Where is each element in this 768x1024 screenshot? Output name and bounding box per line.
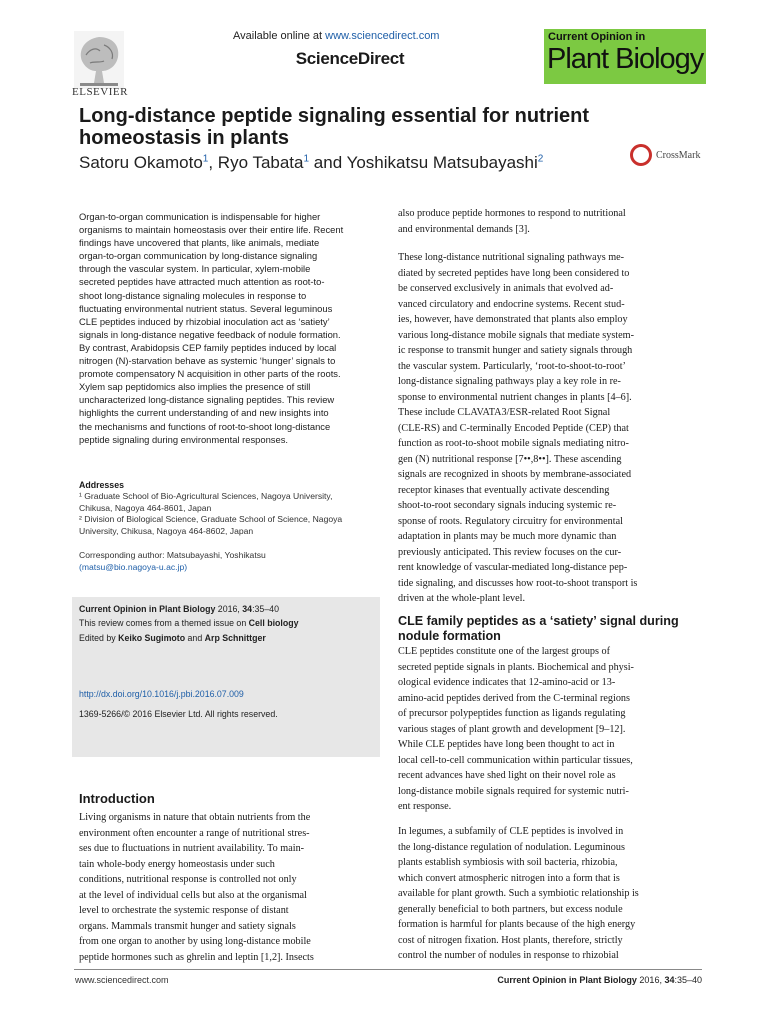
text-line: CLE peptides constitute one of the largest groups of	[398, 646, 611, 657]
text-line: available for plant growth. Such a symbiotic relationship is	[398, 888, 639, 899]
edited-prefix: Edited by	[79, 633, 119, 643]
addresses	[79, 491, 379, 537]
text-line: recent advances have shed light on their novel role as	[398, 770, 616, 781]
editor[interactable]: Arp Schnittger	[204, 633, 266, 643]
themed-issue	[79, 618, 299, 628]
journal-banner-line1: Current Opinion in	[548, 31, 646, 43]
text-line: gen (N) nutritional response [7••,8••]. These ascending	[398, 453, 622, 465]
journal-citation	[79, 604, 279, 614]
text-line: ic response to transmit hunger and satiety signals through	[398, 345, 633, 356]
article-info-box	[72, 597, 380, 757]
address-line: ¹ Graduate School of Bio-Agricultural Sciences, Nagoya University,	[79, 491, 333, 501]
text-line: shoot-to-root secondary signals inducing systemic re-	[398, 500, 617, 511]
abstract-line: shoot long-distance signaling molecules in response to	[79, 289, 307, 301]
year: 2016,	[215, 604, 243, 614]
text-line: sponse to environmental nutrient changes in plants [4–6].	[398, 391, 632, 403]
author-separator: ,	[208, 153, 218, 172]
available-online: Available online at www.sciencedirect.com	[233, 30, 440, 42]
abstract-line: CLE peptides induced by rhizobial inoculation act as ‘satiety’	[79, 315, 330, 327]
author-affiliation-sup[interactable]: 1	[202, 153, 209, 165]
text-line: long-distance signaling pathways play a key role in re-	[398, 376, 621, 387]
footer-journal: Current Opinion in Plant Biology	[497, 975, 637, 985]
right-para-2	[398, 250, 702, 607]
abstract-line: uncharacterized long-distance signaling peptides. This review	[79, 394, 335, 406]
text-line: ological evidence indicates that 12-amino-acid or 13-	[398, 677, 616, 688]
text-line: These include CLAVATA3/ESR-related Root Signal	[398, 407, 611, 418]
address-line: Chikusa, Nagoya 464-8601, Japan	[79, 502, 212, 513]
publisher-name: ELSEVIER	[72, 86, 128, 98]
text-line: conditions, nutritional response is controlled not only	[79, 874, 297, 885]
text-line: various stages of plant growth and development [9–12].	[398, 723, 626, 735]
text-line: level to orchestrate the systemic response of distant	[79, 905, 289, 916]
crossmark-badge[interactable]	[630, 144, 706, 172]
heading-line: nodule formation	[398, 629, 501, 643]
text-line: formation is harmful for plants because of the high energy	[398, 919, 636, 930]
abstract-line: secreted peptides have attracted much attention as root-to-	[79, 276, 325, 288]
text-line: long-distance mobile signals required for systemic nutri-	[398, 785, 629, 797]
abstract-line: promote compensatory N acquisition in other parts of the roots.	[79, 368, 341, 380]
text-line: driven at the whole-plant level.	[398, 593, 526, 604]
abstract-line: Xylem sap peptidomics also implies the presence of still	[79, 381, 311, 393]
text-line: from one organ to another by using long-distance mobile	[79, 936, 311, 947]
text-line: (CLE-RS) and C-terminally Encoded Peptide (CEP) that	[398, 422, 629, 434]
author[interactable]: Yoshikatsu Matsubayashi	[346, 153, 538, 172]
footer-website[interactable]: www.sciencedirect.com	[75, 975, 169, 985]
text-line: amino-acid peptides derived from the C-terminal regions	[398, 692, 630, 704]
text-line: vanced circulatory and endocrine systems. Recent stud-	[398, 298, 625, 310]
right-para-4	[398, 824, 702, 964]
address-line: University, Chikusa, Nagoya 464-8602, Japan	[79, 525, 254, 536]
right-para-3	[398, 644, 702, 815]
abstract-line: fluctuating environmental nutrient status. Several leguminous	[79, 302, 333, 314]
text-line: plants establish symbiosis with soil bacteria, rhizobia,	[398, 857, 618, 868]
doi-link[interactable]: http://dx.doi.org/10.1016/j.pbi.2016.07.009	[79, 689, 244, 699]
abstract-line: findings have uncovered that plants, like animals, mediate	[79, 237, 320, 249]
text-line: organs. Mammals transmit hunger and satiety signals	[79, 920, 296, 932]
abstract-line: Organ-to-organ communication is indispensable for higher	[79, 211, 321, 222]
abstract-line: the mechanisms and functions of root-to-shoot long-distance	[79, 420, 331, 432]
abstract-line: highlights the current understanding of and new insights into	[79, 407, 329, 419]
introduction-text	[79, 810, 379, 965]
abstract-line: organisms to maintain homeostasis over their entire life. Recent	[79, 224, 344, 236]
text-line: be conserved exclusively in animals that evolved ad-	[398, 283, 614, 294]
abstract	[79, 210, 374, 446]
addresses-heading: Addresses	[79, 480, 124, 490]
title-line: homeostasis in plants	[79, 127, 290, 149]
text-line: secreted peptide signals in plants. Biochemical and physi-	[398, 661, 634, 673]
themed-topic[interactable]: Cell biology	[248, 618, 299, 628]
text-line: and environmental demands [3].	[398, 223, 530, 235]
text-line: environment often encounter a range of nutritional stres-	[79, 827, 310, 839]
journal-banner	[544, 29, 706, 84]
text-line: control the number of nodules in response to rhizobial	[398, 950, 619, 961]
cle-section-heading	[398, 614, 718, 644]
author[interactable]: Ryo Tabata	[217, 153, 304, 172]
author-affiliation-sup[interactable]: 2	[537, 153, 544, 165]
sciencedirect-link[interactable]: www.sciencedirect.com	[325, 30, 440, 42]
text-line: the vascular system. Particularly, ‘root-to-shoot-to-root’	[398, 360, 626, 372]
corresponding-author	[79, 550, 379, 573]
text-line: diated by secreted peptides have long been considered to	[398, 267, 630, 279]
abstract-line: peptide signaling during environmental responses.	[79, 433, 288, 445]
crossmark-label: CrossMark	[656, 150, 701, 161]
author[interactable]: Satoru Okamoto	[79, 153, 203, 172]
text-line: local cell-to-cell communication within particular tissues,	[398, 754, 633, 766]
abstract-line: through the vascular system. In particular, xylem-mobile	[79, 263, 311, 275]
text-line: previously anticipated. This review focuses on the cur-	[398, 546, 622, 558]
text-line: peptide hormones such as ghrelin and leptin [1,2]. Insects	[79, 951, 314, 963]
journal-banner-line2: Plant Biology	[547, 43, 704, 75]
text-line: ies, however, have demonstrated that plants also employ	[398, 314, 628, 325]
text-line: Living organisms in nature that obtain nutrients from the	[79, 812, 311, 823]
text-line: rent knowledge of vascular-mediated long-distance pep-	[398, 562, 628, 573]
sciencedirect-wordmark: ScienceDirect	[295, 49, 405, 68]
text-line: signals are recognized in shoots by membrane-associated	[398, 469, 632, 480]
copyright: 1369-5266/© 2016 Elsevier Ltd. All rights reserved.	[79, 709, 278, 719]
pages: :35–40	[252, 604, 279, 614]
footer-year: 2016,	[636, 975, 665, 985]
article-title	[79, 105, 639, 149]
author-separator: and	[309, 153, 347, 172]
text-line: ent response.	[398, 801, 452, 812]
footer-pages: :35–40	[674, 975, 702, 985]
footer-volume: 34	[664, 975, 675, 985]
text-line: In legumes, a subfamily of CLE peptides is involved in	[398, 826, 624, 837]
title-line: Long-distance peptide signaling essential for nutrient	[79, 105, 590, 127]
footer-rule	[74, 969, 702, 970]
editors	[79, 633, 266, 643]
abstract-line: By contrast, Arabidopsis CEP family peptides induced by local	[79, 341, 337, 353]
text-line: cost of nitrogen fixation. Host plants, therefore, strictly	[398, 934, 623, 946]
author-list	[79, 153, 543, 173]
address-line: ² Division of Biological Science, Graduate School of Science, Nagoya	[79, 514, 343, 525]
text-line: receptor kinases that eventually activate descending	[398, 484, 610, 496]
text-line: also produce peptide hormones to respond to nutritional	[398, 208, 626, 219]
editor[interactable]: Keiko Sugimoto	[118, 633, 186, 643]
text-line: of precursor polypeptides function as ligands regulating	[398, 708, 626, 719]
text-line: generally beneficial to both partners, but excess nodule	[398, 903, 623, 915]
corresponding-line: Corresponding author: Matsubayashi, Yoshikatsu	[79, 550, 266, 560]
volume: 34	[242, 604, 253, 614]
text-line: ses due to fluctuations in nutrient availability. To main-	[79, 843, 305, 854]
text-line: at the level of individual cells but also at the organismal	[79, 889, 307, 901]
right-para-1	[398, 206, 702, 237]
text-line: adaptation in plants may be much more dynamic than	[398, 531, 617, 542]
abstract-line: organ-to-organ communication by long-distance signaling	[79, 250, 318, 262]
themed-prefix: This review comes from a themed issue on	[79, 618, 249, 628]
corresponding-email-link[interactable]: (matsu@bio.nagoya-u.ac.jp)	[79, 561, 188, 572]
text-line: sponse of roots. Regulatory circuitry for environmental	[398, 515, 623, 527]
author-affiliation-sup[interactable]: 1	[303, 153, 310, 165]
text-line: tain whole-body energy homeostasis under such	[79, 858, 275, 870]
heading-line: CLE family peptides as a ‘satiety’ signal during	[398, 614, 679, 628]
crossmark-icon	[630, 144, 652, 166]
text-line: tide signaling, and discusses how root-to-shoot transport is	[398, 577, 638, 589]
text-line: These long-distance nutritional signaling pathways me-	[398, 252, 625, 263]
editor-separator: and	[185, 633, 205, 643]
abstract-line: signals in long-distance negative feedback of nodule formation.	[79, 328, 341, 340]
footer-citation	[497, 975, 702, 985]
text-line: various long-distance mobile signals that mediate system-	[398, 329, 634, 341]
text-line: the long-distance regulation of nodulation. Leguminous	[398, 841, 625, 853]
text-line: which convert atmospheric nitrogen into a form that is	[398, 872, 620, 884]
introduction-heading: Introduction	[79, 791, 155, 806]
journal-name: Current Opinion in Plant Biology	[79, 604, 216, 614]
abstract-line: nitrogen (N)-starvation behave as systemic ‘hunger’ signals to	[79, 355, 336, 367]
text-line: While CLE peptides have long been thought to act in	[398, 739, 615, 750]
text-line: function as root-to-shoot mobile signals mediating nitro-	[398, 438, 629, 449]
